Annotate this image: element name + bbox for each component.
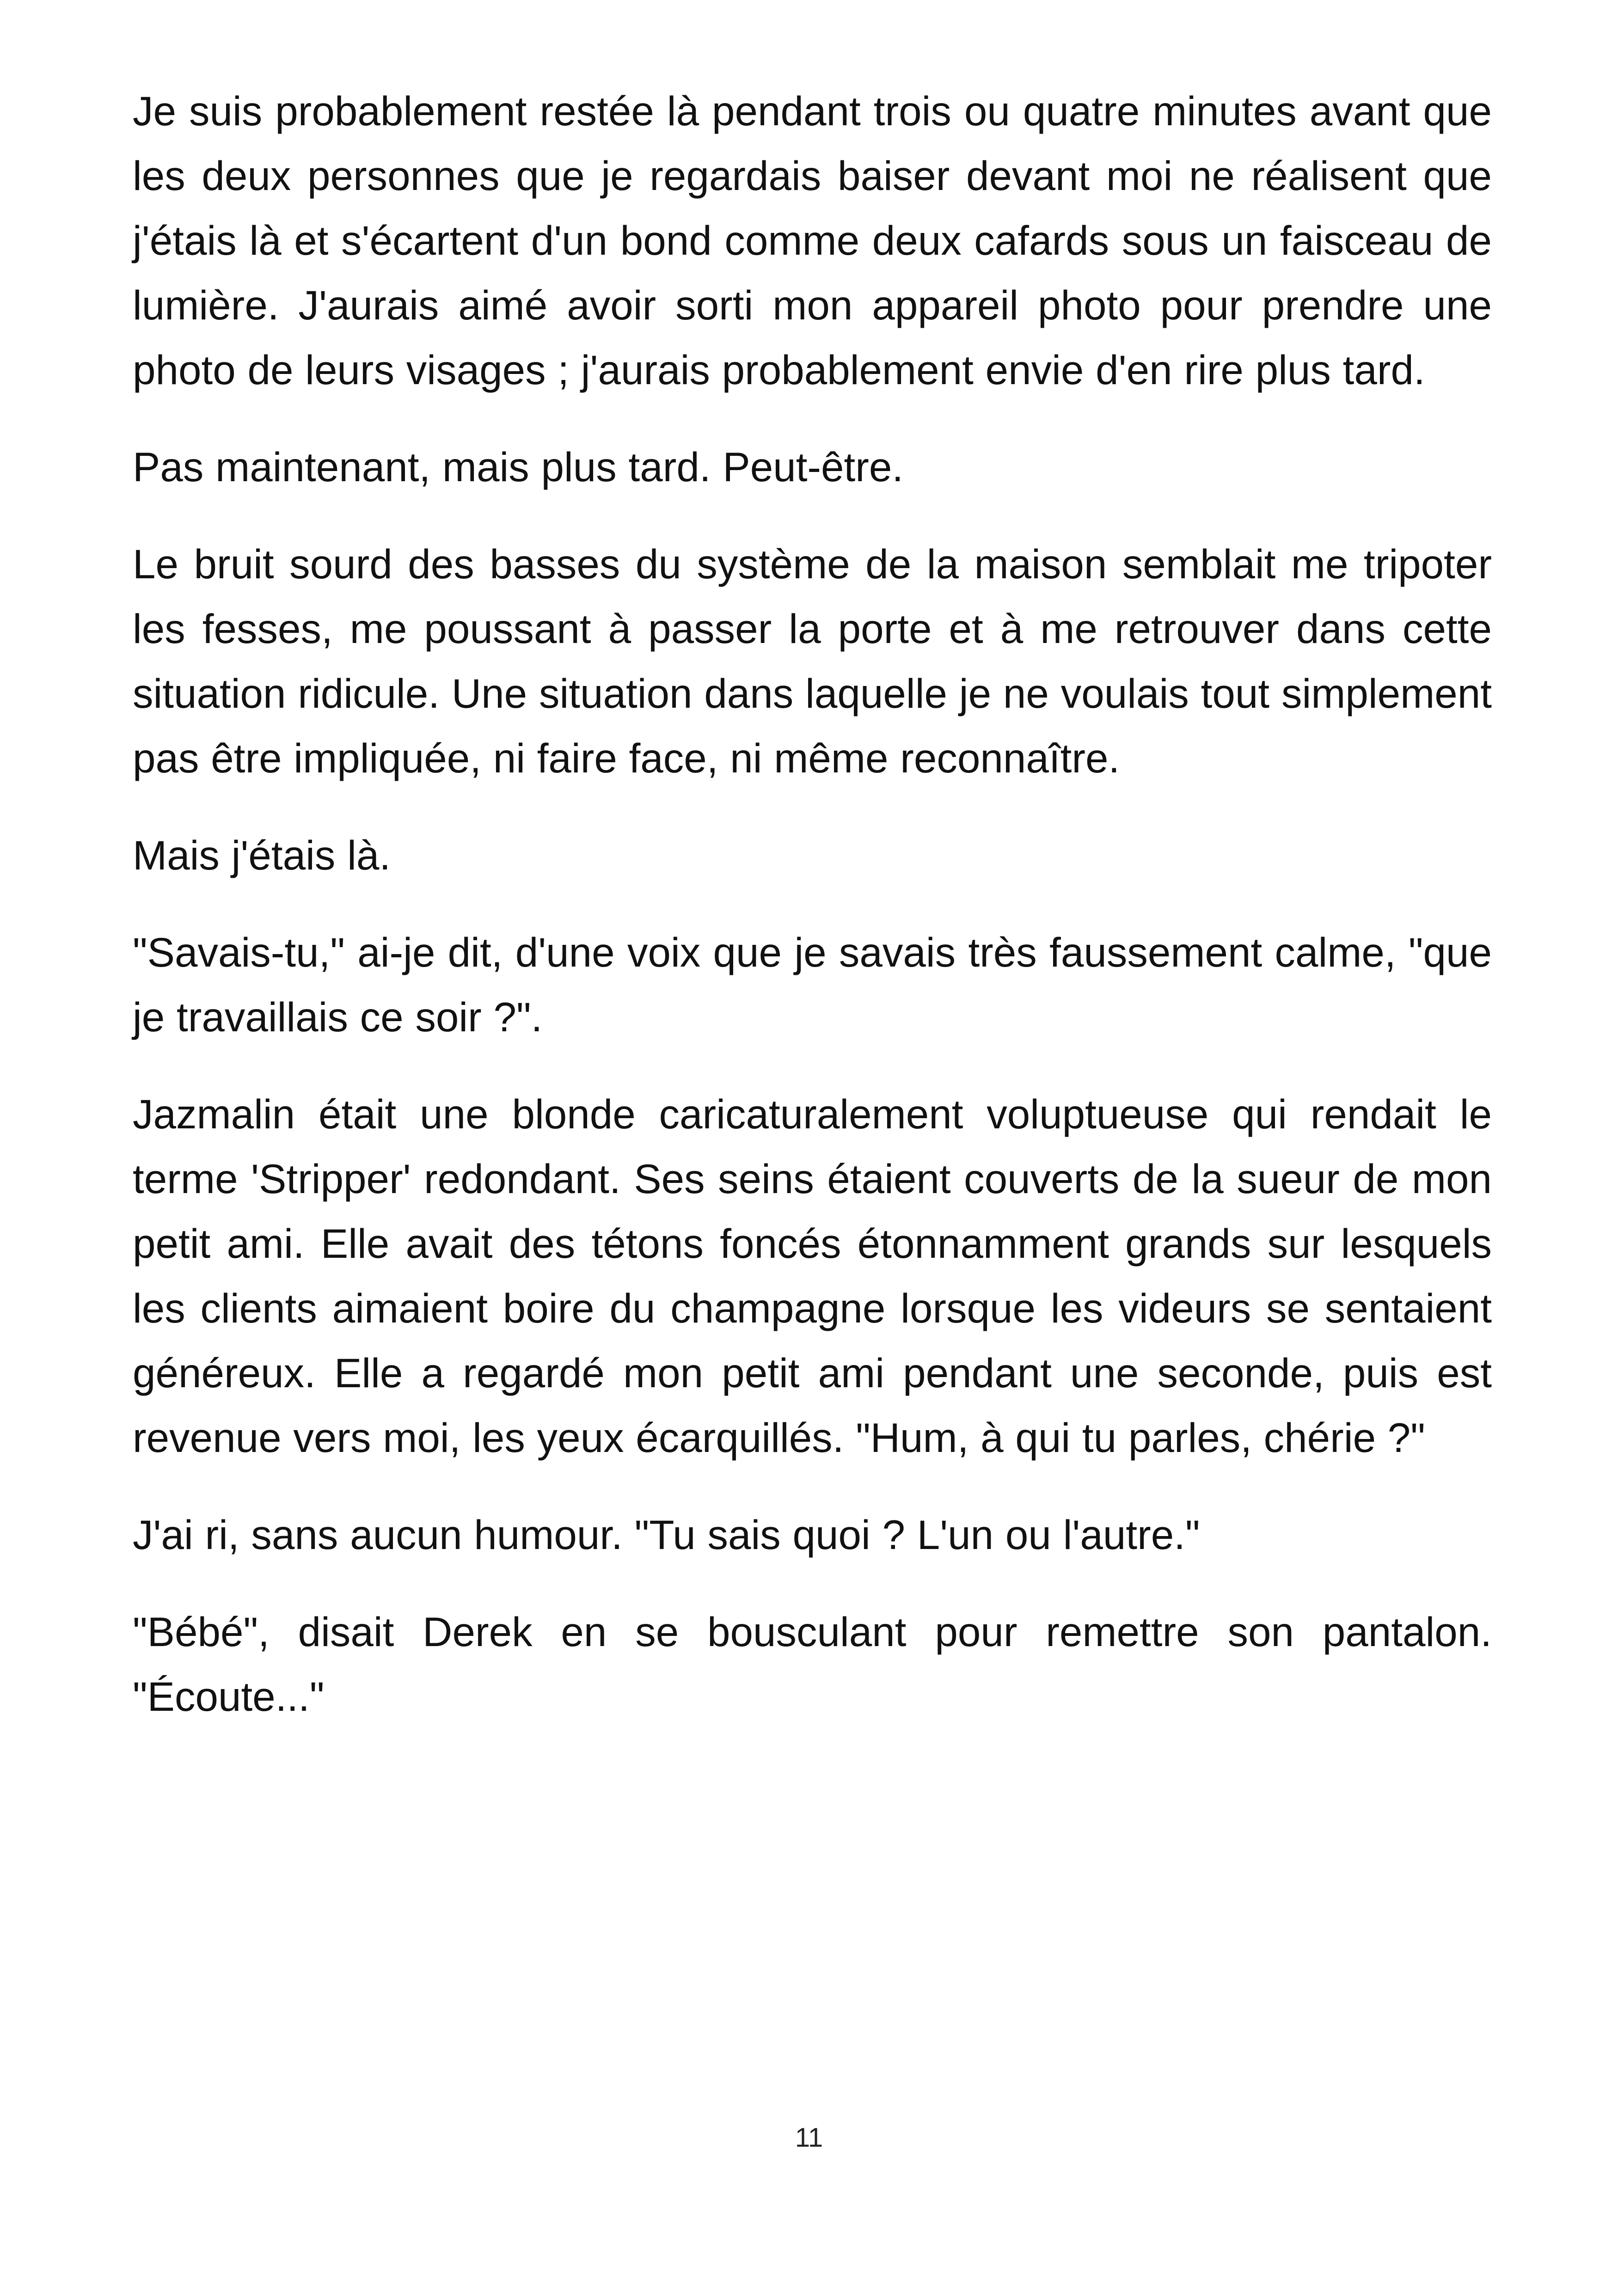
page-number: 11	[795, 2123, 823, 2153]
paragraph: Pas maintenant, mais plus tard. Peut-être.	[133, 444, 904, 490]
paragraph: J'ai ri, sans aucun humour. "Tu sais quoi ? L'un ou l'autre."	[133, 1512, 1200, 1558]
paragraph: Mais j'étais là.	[133, 832, 391, 878]
body-text	[133, 79, 1492, 1761]
paragraph: Je suis probablement restée là pendant trois ou quatre minutes avant que les deux personnes que je regardais baiser devant moi ne réalisent que j'étais là et s'écartent d'un bond comme deux cafards sous un faisceau de lumière. J'aurais aimé avoir sorti mon appareil photo pour prendre une photo de leurs visages ; j'aurais probablement envie d'en rire plus tard.	[133, 88, 1492, 393]
paragraph: "Bébé", disait Derek en se bousculant pour remettre son pantalon. "Écoute..."	[133, 1609, 1492, 1720]
paragraph: "Savais-tu," ai-je dit, d'une voix que je savais très faussement calme, "que je travaillais ce soir ?".	[133, 929, 1492, 1040]
paragraph: Jazmalin était une blonde caricaturalement voluptueuse qui rendait le terme 'Stripper' redondant. Ses seins étaient couverts de la sueur de mon petit ami. Elle avait des tétons foncés étonnamment grands sur lesquels les clients aimaient boire du champagne lorsque les videurs se sentaient généreux. Elle a regardé mon petit ami pendant une seconde, puis est revenue vers moi, les yeux écarquillés. "Hum, à qui tu parles, chérie ?"	[133, 1091, 1492, 1461]
paragraph: Le bruit sourd des basses du système de la maison semblait me tripoter les fesses, me poussant à passer la porte et à me retrouver dans cette situation ridicule. Une situation dans laquelle je ne voulais tout simplement pas être impliquée, ni faire face, ni même reconnaître.	[133, 541, 1492, 781]
